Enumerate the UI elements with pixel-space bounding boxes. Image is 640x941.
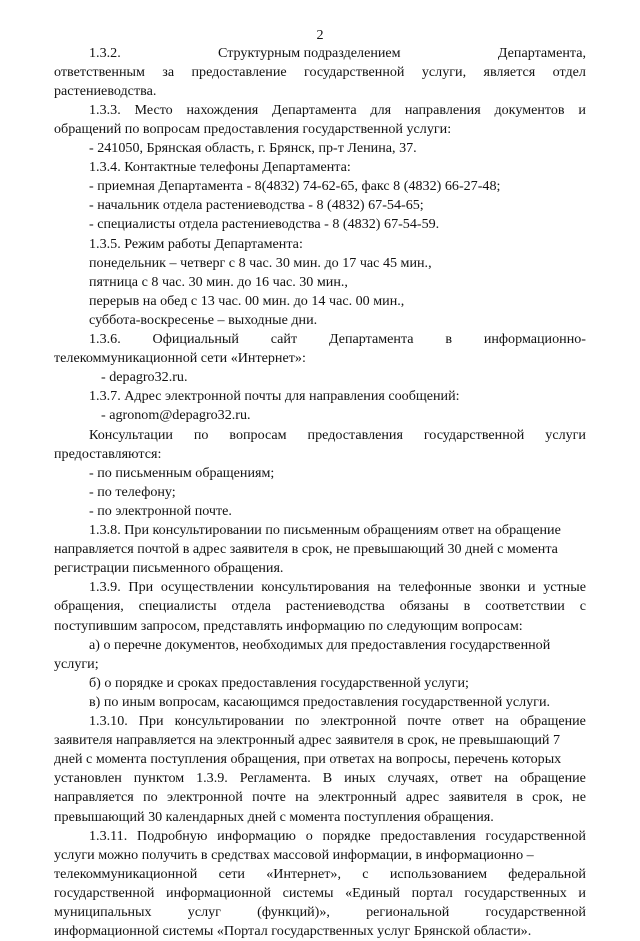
text-line (54, 903, 586, 922)
word: на (377, 579, 392, 596)
word: консультирования (261, 579, 370, 596)
word: ответ (452, 713, 485, 729)
word: государственной (54, 884, 155, 901)
word: в (463, 598, 471, 615)
word: устные (543, 579, 586, 596)
text-line: - 241050, Брянская область, г. Брянск, пр-т Ленина, 37. (89, 140, 417, 156)
word: 1.3.3. (89, 101, 121, 118)
word: случаях, (387, 770, 439, 787)
word: адрес (405, 789, 440, 806)
text-line: - приемная Департамента - 8(4832) 74-62-65, факс 8 (4832) 66-27-48; (89, 178, 501, 195)
text-line: - agronom@depagro32.ru. (101, 407, 251, 424)
text-line: обращений по вопросам предоставления государственной услуги: (54, 120, 452, 137)
word: сайт (270, 331, 298, 347)
text-line: суббота-воскресенье – выходные дни. (89, 311, 318, 328)
word: федеральной (508, 865, 586, 882)
text-line (54, 865, 586, 884)
word: 1.3.2. (89, 44, 121, 61)
text-line: дней с момента поступления обращения, при ответах на вопросы, перечень которых (54, 751, 562, 768)
word: При (138, 713, 164, 729)
word: специалисты (138, 598, 217, 615)
text-line: - depagro32.ru. (101, 369, 188, 386)
word: не (572, 789, 586, 806)
text-line (89, 426, 586, 445)
word: обязаны (399, 598, 449, 615)
word: по (294, 713, 310, 729)
word: услуг (187, 904, 221, 920)
text-line: превышающий 30 календарных дней с момента поступления обращения. (54, 808, 494, 825)
word: Консультации (89, 426, 173, 443)
text-line: поступившим запросом, представлять информацию по следующим вопросам: (54, 617, 523, 634)
word: «Интернет», (266, 865, 341, 882)
word: ответ (450, 770, 483, 787)
text-line: понедельник – четверг с 8 час. 30 мин. до 17 час 45 мин., (89, 254, 432, 271)
word: информационной (166, 884, 272, 901)
word: на (494, 770, 509, 787)
word: электронной (166, 789, 243, 806)
word: системы (282, 884, 334, 901)
word: соответствии (485, 598, 565, 615)
word: информацию (217, 827, 296, 844)
text-line: б) о порядке и сроках предоставления государственной услуги; (89, 674, 469, 691)
word: портал (411, 884, 453, 901)
word: нахождения (186, 101, 259, 118)
word: Департамента (328, 331, 414, 347)
word: вопросам (229, 426, 287, 443)
word: установлен (54, 770, 122, 787)
word: сети (218, 865, 245, 882)
text-line: перерыв на обед с 13 час. 00 мин. до 14 час. 00 мин., (89, 292, 405, 309)
word: отдел (552, 63, 586, 80)
word: услуги (545, 426, 586, 443)
text-line: - начальник отдела растениеводства - 8 (4832) 67-54-65; (89, 197, 424, 214)
word: документов (494, 101, 565, 118)
word: (функций)», (257, 904, 330, 920)
word: телефонные (398, 579, 472, 596)
text-line: предоставляются: (54, 445, 162, 462)
word: государственной (423, 426, 525, 443)
word: информационно- (483, 331, 586, 347)
word: осуществлении (160, 579, 254, 596)
text-line (89, 44, 586, 63)
word: обращения, (54, 598, 124, 615)
word: электронной (320, 713, 397, 729)
word: предоставления (380, 827, 476, 844)
word: направления (404, 101, 481, 118)
word: срок, (532, 789, 563, 806)
word: консультировании (174, 713, 284, 729)
word: 1.3.9. (196, 770, 228, 787)
word: Департамента (272, 101, 357, 118)
word: в (445, 331, 453, 347)
word: с (362, 865, 369, 882)
word: в (516, 789, 523, 806)
text-line (54, 884, 586, 903)
word: 1.3.9. (89, 579, 121, 596)
word: 1.3.6. (89, 331, 121, 347)
word: В (322, 770, 333, 787)
word: предоставления (307, 426, 403, 443)
word: «Единый (345, 884, 401, 901)
text-line (89, 712, 586, 731)
word: Департамента, (497, 44, 586, 61)
word: Структурным подразделением (218, 44, 401, 61)
text-line: 1.3.7. Адрес электронной почты для направления сообщений: (89, 388, 460, 405)
text-line (54, 769, 586, 788)
word: 1.3.10. (89, 713, 128, 729)
word: 1.3.11. (89, 827, 128, 844)
word: государственной (485, 904, 586, 920)
text-line: - по телефону; (89, 483, 176, 500)
text-line (54, 63, 586, 82)
text-line (89, 578, 586, 597)
word: на (295, 789, 309, 806)
word: использованием (389, 865, 488, 882)
word: звонки (479, 579, 521, 596)
text-line: регистрации письменного обращения. (54, 560, 284, 577)
word: по (193, 426, 209, 443)
word: и (528, 579, 536, 596)
text-line: услуги можно получить в средствах массовой информации, в информационно – (54, 846, 534, 863)
text-line: а) о перечне документов, необходимых для предоставления государственной (89, 636, 551, 653)
word: для (370, 101, 392, 118)
text-line: - по электронной почте. (89, 502, 232, 519)
word: за (162, 63, 175, 80)
word: отдела (231, 598, 272, 615)
word: на (495, 713, 509, 729)
word: государственной (485, 827, 586, 844)
text-line: пятница с 8 час. 30 мин. до 16 час. 30 мин., (89, 273, 348, 290)
word: обращение (519, 770, 586, 787)
word: заявителя (448, 789, 507, 806)
word: региональной (366, 904, 450, 920)
word: является (483, 63, 536, 80)
word: о (305, 827, 313, 844)
text-line: телекоммуникационной сети «Интернет»: (54, 350, 306, 367)
text-line (54, 788, 586, 807)
word: ответственным (54, 63, 145, 80)
text-line (89, 827, 586, 846)
word: При (128, 579, 154, 596)
word: Официальный (152, 331, 239, 347)
word: порядке (322, 827, 371, 844)
word: Подробную (137, 827, 208, 844)
word: с (579, 598, 586, 615)
word: почте (407, 713, 442, 729)
text-line (89, 101, 586, 120)
text-line: информационной системы «Портал государственных услуг Брянской области». (54, 923, 532, 940)
page-number: 2 (316, 27, 324, 43)
word: муниципальных (54, 904, 152, 920)
word: пунктом (133, 770, 185, 787)
word: государственных (464, 884, 567, 901)
text-line: в) по иным вопросам, касающимся предоставления государственной услуги. (89, 693, 551, 710)
text-line: направляется почтой в адрес заявителя в срок, не превышающий 30 дней с момента (54, 541, 558, 558)
text-line: заявителя направляется на электронный адрес заявителя в срок, не превышающий 7 (54, 732, 561, 749)
text-line: услуги; (54, 655, 99, 672)
text-line: 1.3.4. Контактные телефоны Департамента: (89, 159, 351, 176)
word: услуги, (421, 63, 467, 80)
text-line (54, 597, 586, 616)
word: обращение (519, 713, 586, 729)
text-line: - по письменным обращениям; (89, 464, 275, 481)
text-line: - специалисты отдела растениеводства - 8 (4832) 67-54-59. (89, 216, 440, 233)
word: и (578, 101, 586, 118)
word: растениеводства (285, 598, 385, 615)
word: телекоммуникационной (54, 865, 198, 882)
word: направляется (54, 789, 134, 806)
word: предоставление (191, 63, 287, 80)
word: по (143, 789, 158, 806)
word: электронный (318, 789, 397, 806)
word: государственной (304, 63, 405, 80)
word: и (578, 884, 586, 901)
text-line: растениеводства. (54, 82, 157, 99)
text-line (89, 330, 586, 349)
word: Регламента. (239, 770, 311, 787)
word: иных (344, 770, 376, 787)
word: почте (252, 789, 286, 806)
text-line: 1.3.5. Режим работы Департамента: (89, 235, 303, 252)
text-line: 1.3.8. При консультировании по письменным обращениям ответ на обращение (89, 522, 561, 538)
word: Место (134, 101, 173, 118)
